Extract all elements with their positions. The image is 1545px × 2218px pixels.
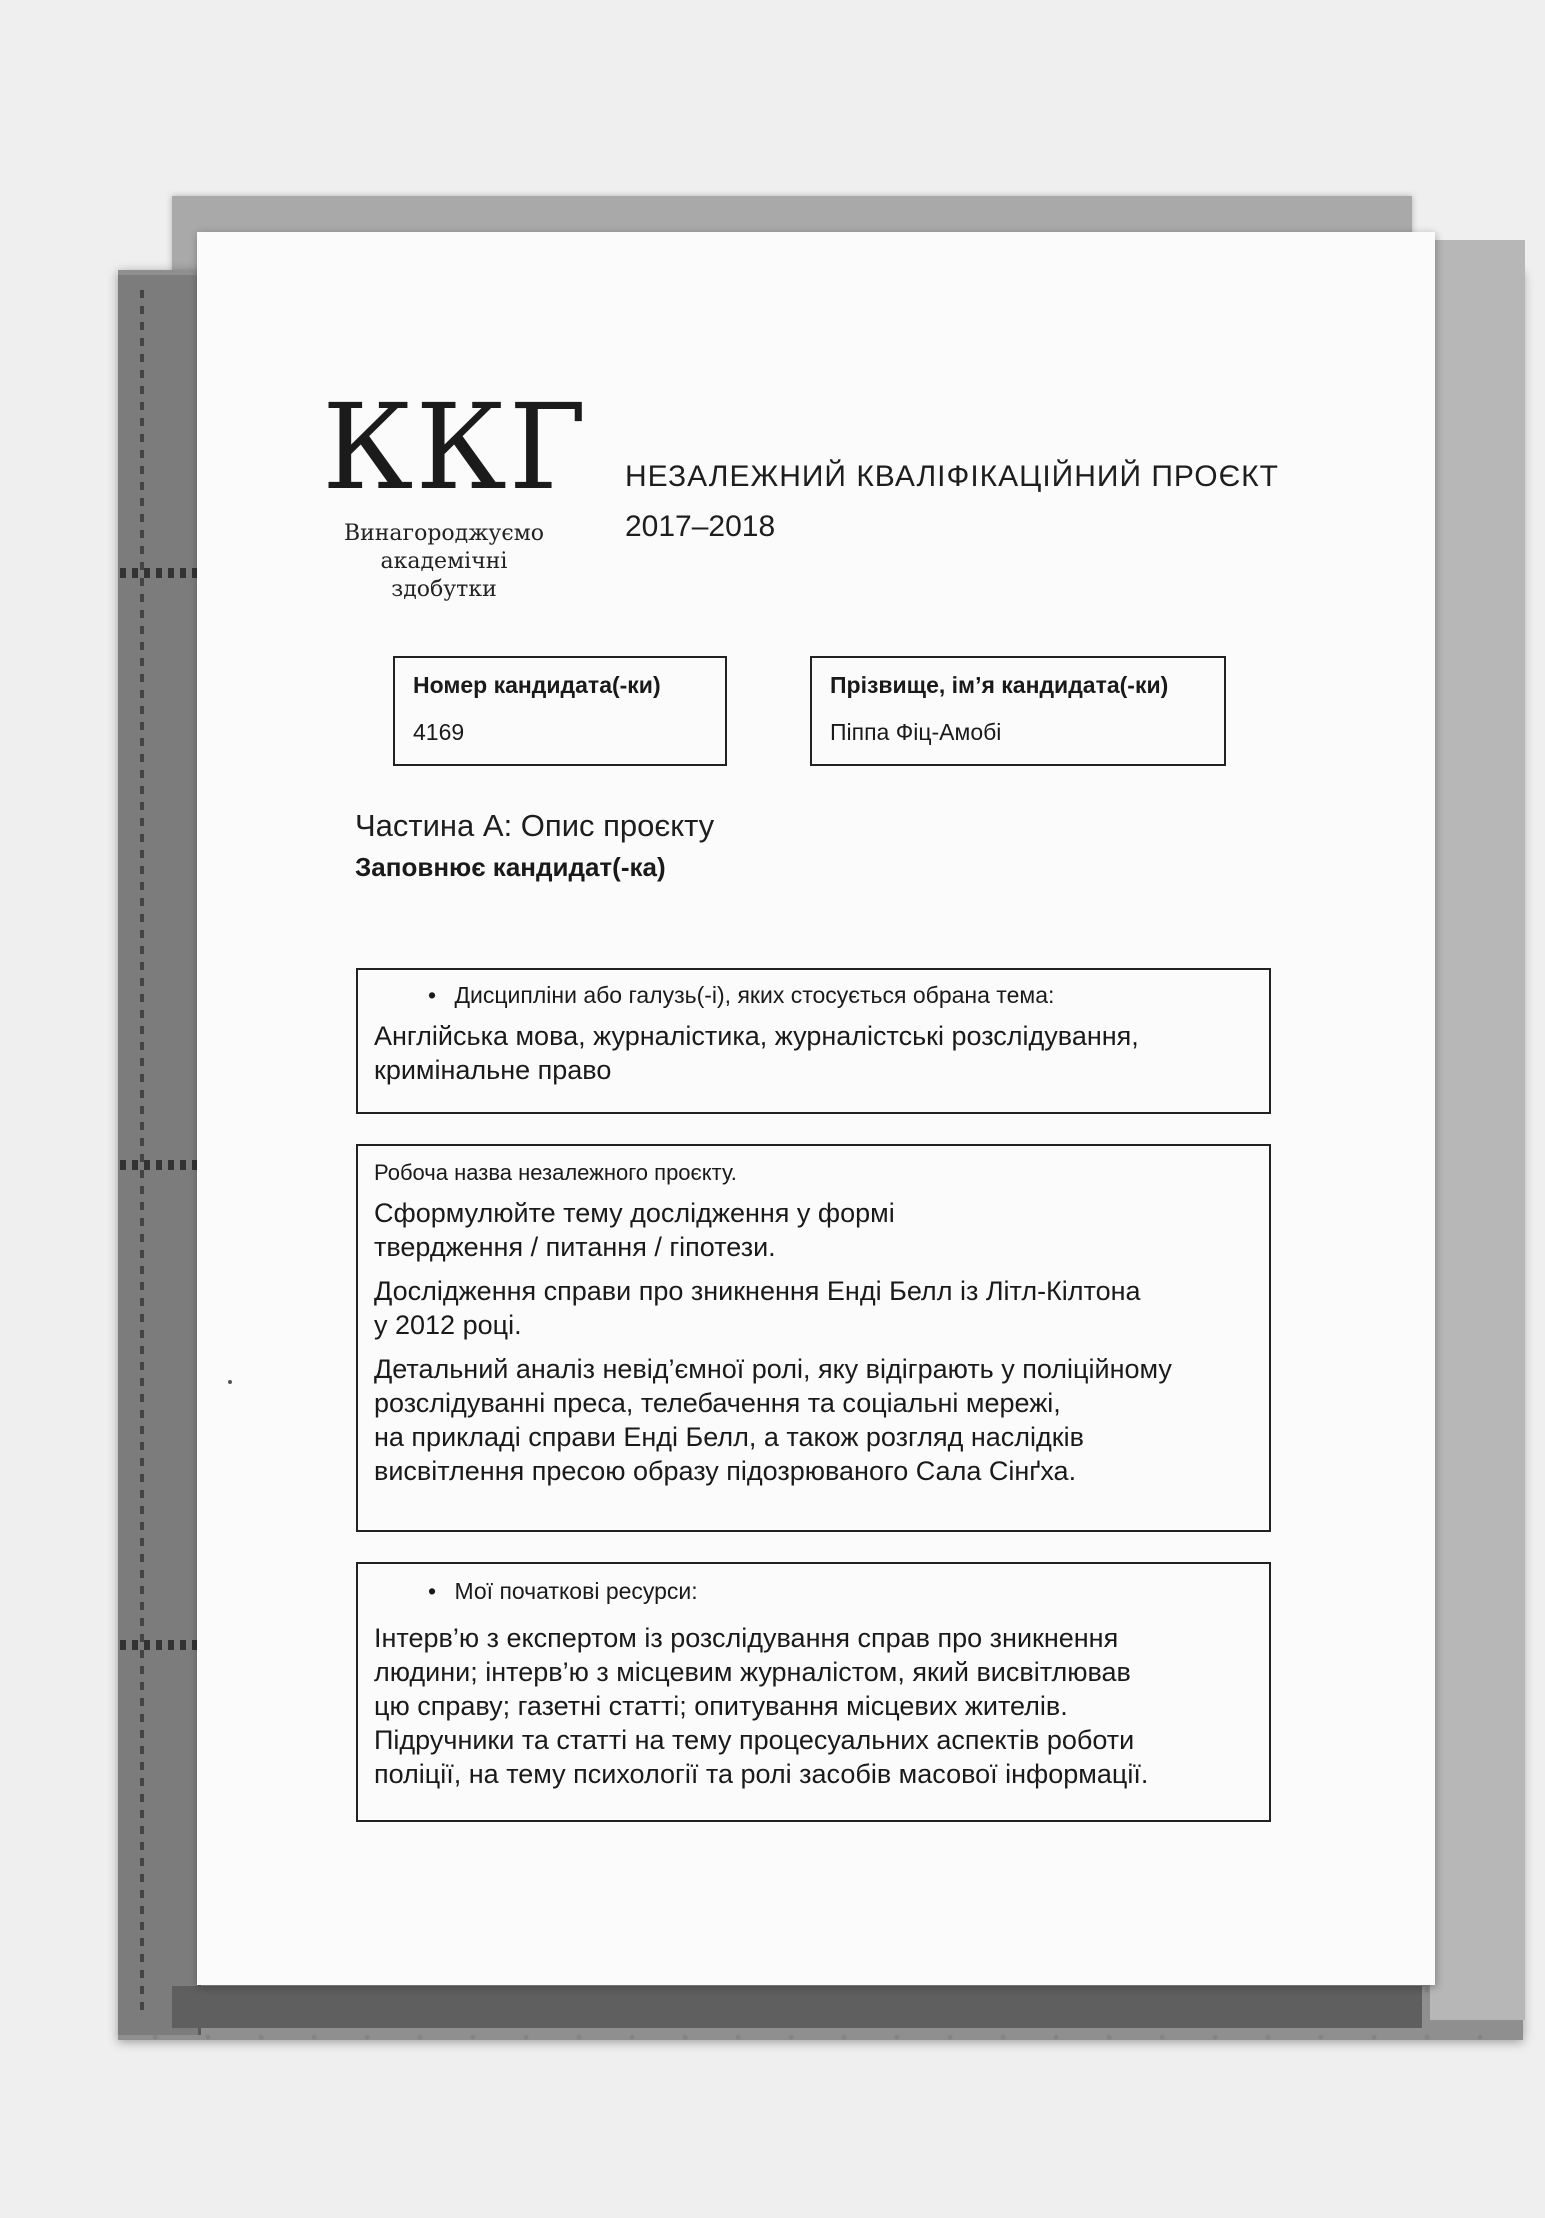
text-line: Детальний аналіз невід’ємної ролі, яку відіграють у поліційному [374,1354,1172,1384]
resources-text [358,1621,1269,1791]
text-line: на прикладі справи Енді Белл, а також розгляд наслідків [374,1422,1084,1452]
text-line: Англійська мова, журналістика, журналістські розслідування, [374,1021,1139,1051]
form-title: НЕЗАЛЕЖНИЙ КВАЛІФІКАЦІЙНИЙ ПРОЄКТ [625,460,1279,493]
candidate-name-field [810,656,1226,766]
folder-stitch [120,1160,200,1170]
resources-label: Мої початкові ресурси: [454,1578,698,1604]
text-line: людини; інтерв’ю з місцевим журналістом, який висвітлював [374,1657,1131,1687]
text-line: у 2012 році. [374,1310,522,1340]
candidate-number-value: 4169 [413,719,465,745]
text-line: твердження / питання / гіпотези. [374,1232,776,1262]
resources-box [356,1562,1271,1822]
text-line: розслідуванні преса, телебачення та соціальні мережі, [374,1388,1061,1418]
logo-tagline [322,520,566,604]
text-line: Підручники та статті на тему процесуальних аспектів роботи [374,1725,1135,1755]
paper-speck [228,1380,232,1384]
form-year: 2017–2018 [625,510,776,543]
section-title: Частина А: Опис проєкту [355,808,715,843]
working-title-label: Робоча назва незалежного проєкту. [374,1160,737,1185]
folder-stitch [120,1640,200,1650]
text-line: поліції, на тему психології та ролі засобів масової інформації. [374,1759,1149,1789]
working-title-box [356,1144,1271,1532]
text-line: висвітлення пресою образу підозрюваного Сала Сінґха. [374,1456,1077,1486]
text-line: кримінальне право [374,1055,612,1085]
candidate-number-label: Номер кандидата(-ки) [413,672,661,698]
folder-binding-thread [140,290,144,2010]
text-line: Дослідження справи про зникнення Енді Белл із Літл-Кілтона [374,1276,1141,1306]
text-line: цю справу; газетні статті; опитування місцевих жителів. [374,1691,1068,1721]
tagline-line: Винагороджуємо [343,521,545,546]
disciplines-heading [358,982,1269,1009]
folder-bottom-edge [172,1986,1422,2028]
tagline-line: здобутки [391,577,497,602]
section-subtitle: Заповнює кандидат(-ка) [355,852,666,882]
disciplines-text [358,1019,1269,1087]
working-title-detail [358,1352,1269,1488]
folder-stitch [120,568,200,578]
disciplines-box [356,968,1271,1114]
candidate-name-label: Прізвище, ім’я кандидата(-ки) [830,672,1169,698]
bullet-icon: • [428,1578,437,1604]
working-title-instruction [358,1196,1269,1264]
candidate-name-value: Піппа Фіц-Амобі [830,719,1002,745]
tagline-line: академічні [380,549,508,574]
kkg-logo: ККГ [322,378,589,516]
candidate-number-field [393,656,727,766]
resources-heading [358,1578,1269,1605]
disciplines-label: Дисципліни або галузь(-і), яких стосується обрана тема: [454,982,1055,1008]
folder-side-edge [1430,240,1525,2020]
working-title-topic [358,1274,1269,1342]
text-line: Сформулюйте тему дослідження у формі [374,1198,895,1228]
bullet-icon: • [428,982,437,1008]
folder-spine [118,275,201,2035]
text-line: Інтерв’ю з експертом із розслідування справ про зникнення [374,1623,1119,1653]
